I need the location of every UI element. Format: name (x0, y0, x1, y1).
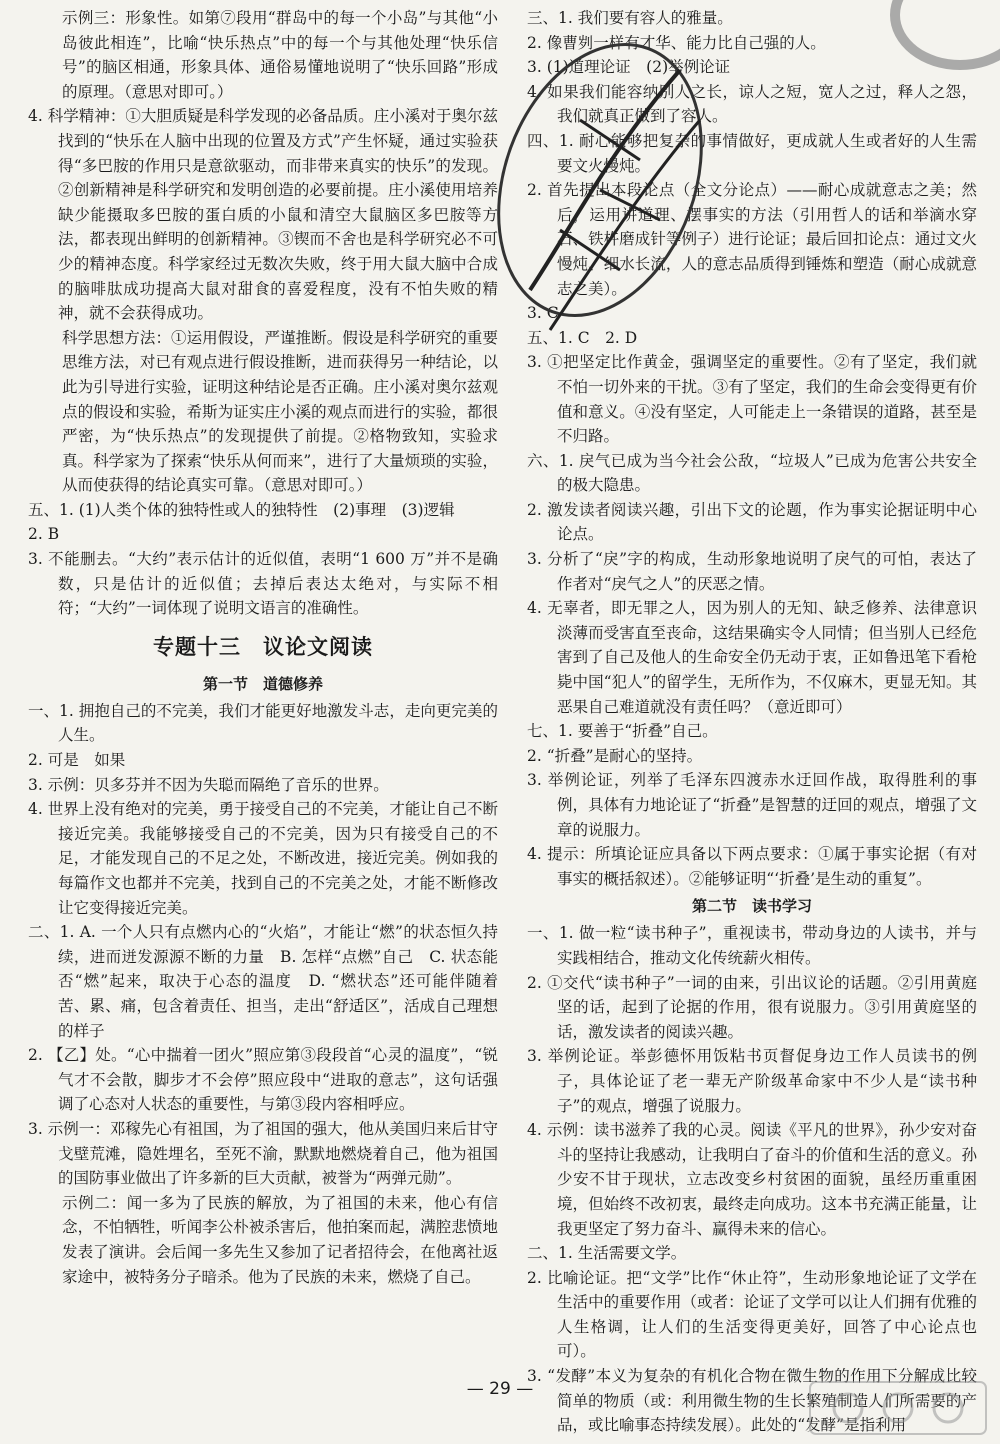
answer-paragraph: 3. 分析了“戾”字的构成，生动形象地说明了戾气的可怕，表达了作者对“戾气之人”的厌恶之情。 (527, 550, 977, 593)
answer-paragraph: 3. 举例论证，列举了毛泽东四渡赤水迂回作战，取得胜利的事例，具体有力地论证了“折叠”是智慧的迂回的观点，增强了文章的说服力。 (527, 771, 977, 839)
answer-paragraph: 3. ①把坚定比作黄金，强调坚定的重要性。②有了坚定，我们就不怕一切外来的干扰。③有了坚定，我们的生命会变得更有价值和意义。④没有坚定，人可能走上一条错误的道路，甚至是不归路。 (527, 353, 977, 446)
answer-paragraph: 3. 示例一：邓稼先心有祖国，为了祖国的强大，他从美国归来后甘守戈壁荒滩，隐姓埋名，至死不渝，默默地燃烧着自己，他为祖国的国防事业做出了许多新的巨大贡献，被誉为“两弹元勋”。 (28, 1119, 498, 1188)
answer-paragraph: 2. “折叠”是耐心的坚持。 (527, 746, 703, 765)
answer-paragraph: 三、1. 我们要有容人的雅量。 (527, 9, 733, 27)
answer-paragraph: 2. 比喻论证。把“文学”比作“休止符”，生动形象地论证了文学在生活中的重要作用（或者：论证了文学可以让人们拥有优雅的人生格调，让人们的生活变得更美好，回答了中心论点也可）。 (527, 1268, 977, 1361)
answer-paragraph: 4. 如果我们能容纳别人之长，谅人之短，宽人之过，释人之怨，我们就真正做到了容人。 (527, 82, 977, 126)
answer-paragraph: 2. 可是 如果 (28, 751, 126, 770)
answer-paragraph: 3. C (527, 304, 559, 323)
answer-paragraph: 4. 科学精神：①大胆质疑是科学发现的必备品质。庄小溪对于奥尔兹找到的“快乐在人脑中出现的位置及方式”产生怀疑，通过实验获得“多巴胺的作用只是意欲驱动，而非带来真实的快乐”的发现。②创新精神是科学研究和发明创造的必要前提。庄小溪使用培养缺少能摄取多巴胺的蛋白质的小鼠和清空大鼠脑区多巴胺等方法，都表现出鲜明的创新精神。③锲而不舍也是科学研究必不可少的精神态度。科学家经过无数次失败，终于用大鼠大脑中合成的脑啡肽成功提高大鼠对甜食的喜爱程度，没有不怕失败的精神，就不会获得成功。 (28, 107, 498, 323)
answer-paragraph: 2. ①交代“读书种子”一词的由来，引出议论的话题。②引用黄庭坚的话，起到了论据的作用，很有说服力。③引用黄庭坚的话，激发读者的阅读兴趣。 (527, 973, 977, 1041)
answer-paragraph: 示例二：闻一多为了民族的解放，为了祖国的未来，他心有信念，不怕牺牲，听闻李公朴被杀害后，他拍案而起，满腔悲愤地发表了演讲。会后闻一多先生又参加了记者招待会，在他离社返家途中，被特务分子暗杀。他为了民族的未来，燃烧了自己。 (62, 1193, 498, 1286)
answer-paragraph: 3. 举例论证。举彭德怀用饭粘书页督促身边工作人员读书的例子，具体论证了老一辈无产阶级革命家中不少人是“读书种子”的观点，增强了说服力。 (527, 1047, 977, 1115)
answer-paragraph: 五、1. C 2. D (527, 328, 638, 347)
right-column (527, 6, 977, 1438)
topic-heading: 专题十三 议论文阅读 (153, 634, 373, 659)
answer-paragraph: 2. 激发读者阅读兴趣，引出下文的论题，作为事实论据证明中心论点。 (527, 500, 977, 544)
answer-paragraph: 3. 不能删去。“大约”表示估计的近似值，表明“1 600 万”并不是确数，只是估计的近似值；去掉后表达太绝对，与实际不相符；“大约”一词体现了说明文语言的准确性。 (28, 550, 498, 618)
answer-paragraph: 3. (1)道理论证 (2)举例论证 (527, 58, 731, 77)
answer-paragraph: 一、1. 拥抱自己的不完美，我们才能更好地激发斗志，走向更完美的人生。 (28, 701, 498, 745)
answer-paragraph: 科学思想方法：①运用假设，严谨推断。假设是科学研究的重要思维方法，对已有观点进行假设推断，进而获得另一种结论，以此为引导进行实验，证明这种结论是否正确。庄小溪对奥尔兹观点的假设和实验，希斯为证实庄小溪的观点而进行的实验，都很严密，为“快乐热点”的发现提供了前提。②格物致知，实验求真。科学家为了探索“快乐从何而来”，进行了大量烦琐的实验，从而使获得的结论真实可靠。（意思对即可。） (62, 328, 498, 495)
page-number-value: 29 (489, 1379, 511, 1399)
answer-paragraph: 4. 世界上没有绝对的完美，勇于接受自己的不完美，才能让自己不断接近完美。我能够接受自己的不完美，因为只有接受自己的不足，才能发现自己的不足之处，不断改进，接近完美。例如我的每篇作文也都并不完美，找到自己的不完美之处，才能不断修改让它变得接近完美。 (28, 800, 498, 917)
answer-paragraph: 2. 首先提出本段论点（全文分论点）——耐心成就意志之美；然后，运用讲道理、摆事实的方法（引用哲人的话和举滴水穿石、铁杵磨成针等例子）进行论证；最后回扣论点：通过文火慢炖、细水长流，人的意志品质得到锤炼和塑造（耐心成就意志之美）。 (527, 181, 977, 298)
answer-paragraph: 2. 像曹刿一样有才华、能力比自己强的人。 (527, 33, 826, 52)
answer-paragraph: 2. B (28, 525, 60, 544)
answer-paragraph: 2. 【乙】处。“心中揣着一团火”照应第③段段首“心灵的温度”，“锐气才不会散，脚步才不会停”照应段中“进取的意志”，这句话强调了心态对人状态的重要性，与第③段内容相呼应。 (28, 1046, 498, 1114)
answer-paragraph: 4. 示例：读书滋养了我的心灵。阅读《平凡的世界》，孙少安对奋斗的坚持让我感动，让我明白了奋斗的价值和生活的意义。孙少安不甘于现状，立志改变乡村贫困的面貌，虽经历重重困境，但始终不改初衷，最终走向成功。这本书充满正能量，让我更坚定了努力奋斗、赢得未来的信心。 (527, 1121, 977, 1238)
answer-paragraph: 一、1. 做一粒“读书种子”，重视读书，带动身边的人读书，并与实践相结合，推动文化传统薪火相传。 (527, 924, 977, 967)
answer-paragraph: 4. 无辜者，即无罪之人，因为别人的无知、缺乏修养、法律意识淡薄而受害直至丧命，这结果确实令人同情；但当别人已经危害到了自己及他人的生命安全仍无动于衷，正如鲁迅笔下看枪毙中国“犯人”的留学生，无所作为，不仅麻木，更显无知。其恶果自己难道就没有责任吗？（意近即可） (527, 599, 977, 716)
answer-paragraph: 3. 示例：贝多芬并不因为失聪而隔绝了音乐的世界。 (28, 775, 389, 794)
answer-paragraph: 二、1. 生活需要文学。 (527, 1244, 687, 1263)
answer-paragraph: 二、1. A. 一个人只有点燃内心的“火焰”，才能让“燃”的状态恒久持续，进而迸发源源不断的力量 B. 怎样“点燃”自己 C. 状态能否“燃”起来，取决于心态的温度 D. “燃状态”还可能伴随着苦、累、痛，包含着责任、担当，走出“舒适区”，活成自己理想的样子 (28, 923, 498, 1040)
answer-paragraph: 3. “发酵”本义为复杂的有机化合物在微生物的作用下分解成比较简单的物质（或：利用微生物的生长繁殖制造人们所需要的产品，或比喻事态持续发展）。此处的“发酵”是指利用 (527, 1367, 977, 1435)
section-heading: 第一节 道德修养 (202, 674, 323, 693)
answer-paragraph: 七、1. 要善于“折叠”自己。 (527, 722, 718, 741)
left-column (28, 6, 498, 1289)
page-number: — 29 — (466, 1379, 534, 1399)
answer-paragraph: 四、1. 耐心能够把复杂的事情做好，更成就人生或者好的人生需要文火慢炖。 (527, 131, 977, 175)
section-heading: 第二节 读书学习 (691, 897, 812, 916)
answer-paragraph: 五、1. (1)人类个体的独特性或人的独特性 (2)事理 (3)逻辑 (28, 500, 455, 519)
answer-paragraph: 六、1. 戾气已成为当今社会公敌，“垃圾人”已成为危害公共安全的极大隐患。 (527, 451, 977, 495)
answer-paragraph: 示例三：形象性。如第⑦段用“群岛中的每一个小岛”与其他“小岛彼此相连”，比喻“快乐热点”中的每一个与其他处理“快乐信号”的脑区相通，形象具体、通俗易懂地说明了“快乐回路”形成的原理。（意思对即可。） (62, 9, 498, 101)
answer-paragraph: 4. 提示：所填论证应具备以下两点要求：①属于事实论据（有对事实的概括叙述）。②能够证明“‘折叠’是生动的重复”。 (527, 845, 977, 888)
